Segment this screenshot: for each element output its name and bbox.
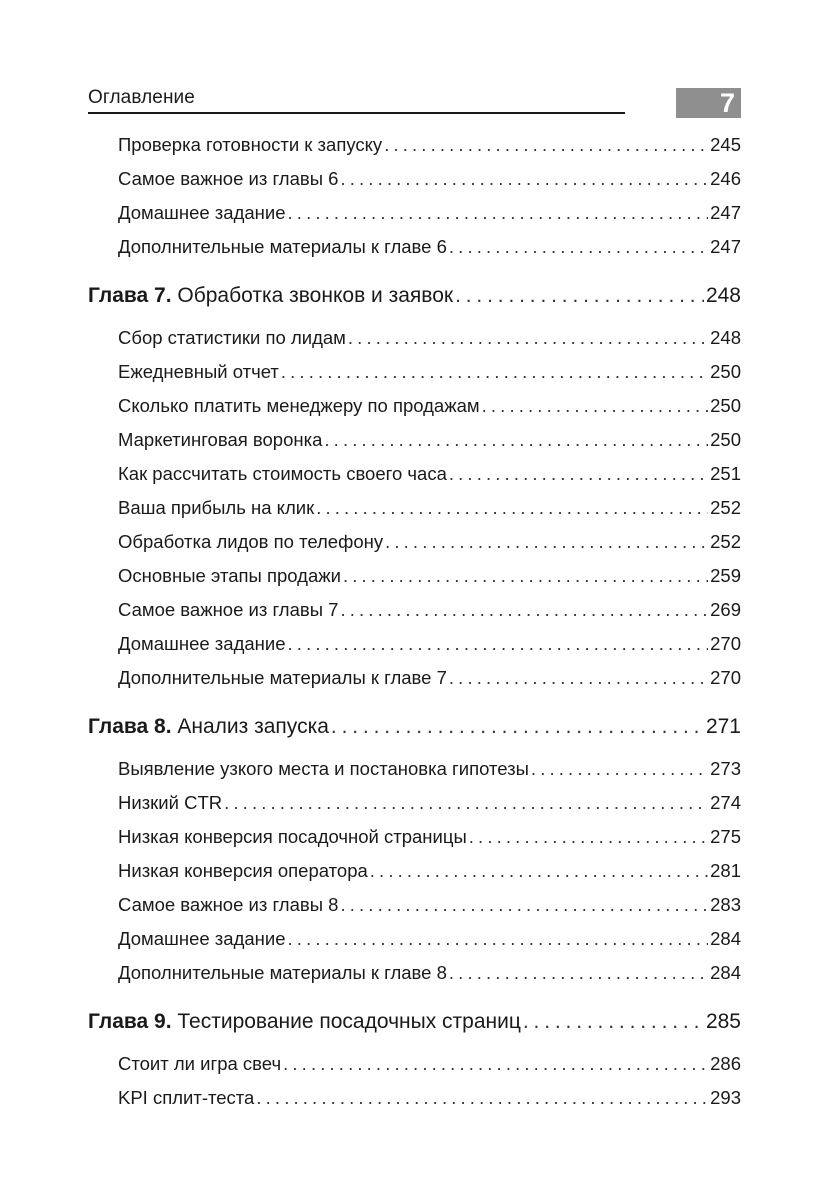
toc-page-number: 269 [710,599,741,620]
chapter-label: Глава 8. [88,715,172,738]
toc-page-number: 284 [710,962,741,983]
toc-entry [118,529,741,555]
toc-entry [118,960,741,986]
toc-entry [118,166,741,192]
dot-leader [283,1051,708,1077]
toc-entry-title: Домашнее задание [118,633,286,654]
dot-leader [348,325,708,351]
toc-page-number: 271 [705,715,741,738]
toc-entry-title: Дополнительные материалы к главе 7 [118,667,447,688]
chapter-title: Тестирование посадочных страниц [177,1010,521,1033]
toc-entry [118,597,741,623]
toc-entry-title: Самое важное из главы 7 [118,599,339,620]
toc-entry-title: Выявление узкого места и постановка гипотезы [118,758,529,779]
toc-chapter-entry [88,283,741,309]
dot-leader [531,756,708,782]
dot-leader [449,665,708,691]
toc-entry-title: Низкая конверсия посадочной страницы [118,826,467,847]
dot-leader [340,166,708,192]
toc-page-number: 270 [710,633,741,654]
dot-leader [288,631,709,657]
dot-leader [370,858,708,884]
toc-entry [118,132,741,158]
toc-entry [118,461,741,487]
toc-entry-title: Дополнительные материалы к главе 6 [118,236,447,257]
toc-entry-title [88,1009,521,1035]
toc-entry [118,563,741,589]
toc-entry [118,427,741,453]
dot-leader [288,926,709,952]
dot-leader [224,790,708,816]
toc-entry-title: Низкая конверсия оператора [118,860,368,881]
toc-entry-title: Ваша прибыль на клик [118,497,315,518]
toc-entry-title: Обработка лидов по телефону [118,531,384,552]
toc-page-number: 293 [710,1087,741,1108]
toc-entry [118,756,741,782]
toc-entry [118,1085,741,1111]
toc-entry [118,926,741,952]
chapter-title: Анализ запуска [177,715,329,738]
toc-entry-title: KPI сплит-теста [118,1087,255,1108]
dot-leader [281,359,708,385]
toc-entry [118,495,741,521]
toc-chapter-entry [88,714,741,740]
toc-page-number: 283 [710,894,741,915]
toc-entry-title: Дополнительные материалы к главе 8 [118,962,447,983]
toc-page-number: 252 [710,497,741,518]
toc-page-number: 274 [710,792,741,813]
dot-leader [324,427,708,453]
toc-page-number: 246 [710,168,741,189]
toc-entry-title: Маркетинговая воронка [118,429,323,450]
toc-entry [118,824,741,850]
toc-entry-title: Как рассчитать стоимость своего часа [118,463,447,484]
dot-leader [331,714,704,740]
toc-entry-title: Ежедневный отчет [118,361,279,382]
chapter-label: Глава 9. [88,1010,172,1033]
dot-leader [384,132,708,158]
dot-leader [340,892,708,918]
dot-leader [523,1009,704,1035]
toc-entry [118,1051,741,1077]
toc-page-number: 285 [705,1010,741,1033]
toc-entry-title: Стоит ли игра свеч [118,1053,282,1074]
dot-leader [256,1085,708,1111]
toc-entry-title: Домашнее задание [118,928,286,949]
toc-entry-title: Проверка готовности к запуску [118,134,383,155]
toc-entry [118,234,741,260]
toc-entry-title: Самое важное из главы 8 [118,894,339,915]
dot-leader [343,563,708,589]
dot-leader [449,960,708,986]
toc-entry-title [88,714,329,740]
toc-chapter-entry [88,1009,741,1035]
toc-entry [118,858,741,884]
dot-leader [316,495,708,521]
toc-page-number: 270 [710,667,741,688]
toc-page-number: 248 [710,327,741,348]
page-number: 7 [719,88,735,118]
toc-page-number: 248 [705,284,741,307]
toc-entry [118,359,741,385]
toc-entry-title: Самое важное из главы 6 [118,168,339,189]
toc-page-number: 286 [710,1053,741,1074]
toc-entry-title [88,283,453,309]
dot-leader [340,597,708,623]
dot-leader [469,824,708,850]
toc-entry [118,631,741,657]
dot-leader [482,393,709,419]
toc-page-number: 245 [710,134,741,155]
toc-entry [118,325,741,351]
running-header-title: Оглавление [88,87,195,108]
toc-entry-title: Домашнее задание [118,202,286,223]
toc-page-number: 259 [710,565,741,586]
toc-page-number: 273 [710,758,741,779]
toc-entry [118,892,741,918]
dot-leader [385,529,708,555]
toc-entry [118,200,741,226]
dot-leader [288,200,709,226]
toc-entry [118,790,741,816]
toc-page-number: 250 [710,395,741,416]
toc-page-number: 247 [710,236,741,257]
chapter-label: Глава 7. [88,284,172,307]
toc-entry-title: Сбор статистики по лидам [118,327,346,348]
toc-page-number: 252 [710,531,741,552]
toc-entry-title: Сколько платить менеджеру по продажам [118,395,480,416]
dot-leader [449,234,708,260]
toc-entry-title: Основные этапы продажи [118,565,341,586]
toc-page-number: 275 [710,826,741,847]
toc-page-number: 250 [710,361,741,382]
dot-leader [449,461,708,487]
toc-page-number: 250 [710,429,741,450]
toc-entry [118,393,741,419]
toc-page-number: 284 [710,928,741,949]
dot-leader [455,283,704,309]
toc-page-number: 247 [710,202,741,223]
toc-entry [118,665,741,691]
toc-page-number: 281 [710,860,741,881]
chapter-title: Обработка звонков и заявок [177,284,454,307]
toc-entry-title: Низкий CTR [118,792,223,813]
toc-page-number: 251 [710,463,741,484]
